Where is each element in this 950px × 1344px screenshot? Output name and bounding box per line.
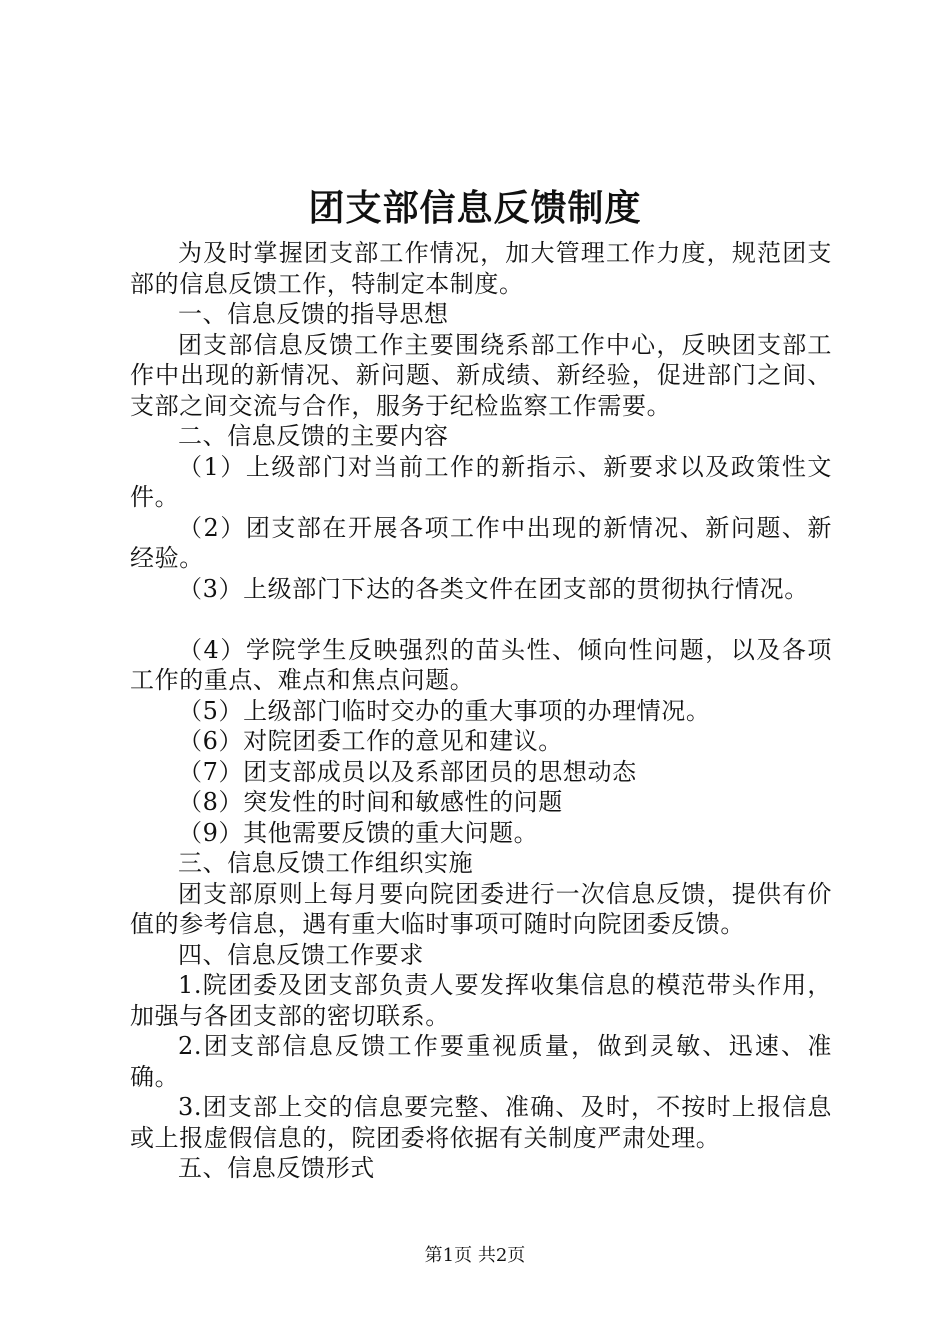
section-heading-5: 五、信息反馈形式 xyxy=(178,1154,375,1182)
requirement-item-2: 2.团支部信息反馈工作要重视质量，做到灵敏、迅速、准确。 xyxy=(130,1032,832,1091)
section-heading-2: 二、信息反馈的主要内容 xyxy=(178,422,449,450)
content-item-4: （4）学院学生反映强烈的苗头性、倾向性问题，以及各项工作的重点、难点和焦点问题。 xyxy=(130,635,832,694)
section-heading-4: 四、信息反馈工作要求 xyxy=(178,940,424,969)
section-heading-3: 三、信息反馈工作组织实施 xyxy=(178,849,474,877)
content-item-3: （3）上级部门下达的各类文件在团支部的贯彻执行情况。 xyxy=(178,574,809,603)
section-1-paragraph: 团支部信息反馈工作主要围绕系部工作中心，反映团支部工作中出现的新情况、新问题、新成绩、新经验，促进部门之间、支部之间交流与合作，服务于纪检监察工作需要。 xyxy=(130,330,832,420)
blank-line xyxy=(130,604,832,635)
content-item-1: （1）上级部门对当前工作的新指示、新要求以及政策性文件。 xyxy=(130,452,832,511)
content-item-7: （7）团支部成员以及系部团员的思想动态 xyxy=(178,757,637,786)
intro-paragraph: 为及时掌握团支部工作情况，加大管理工作力度，规范团支部的信息反馈工作，特制定本制度。 xyxy=(130,239,832,298)
content-item-2: （2）团支部在开展各项工作中出现的新情况、新问题、新经验。 xyxy=(130,513,832,572)
section-heading-1: 一、信息反馈的指导思想 xyxy=(178,300,449,328)
content-item-9: （9）其他需要反馈的重大问题。 xyxy=(178,818,539,847)
content-item-6: （6）对院团委工作的意见和建议。 xyxy=(178,727,563,755)
requirement-item-3: 3.团支部上交的信息要完整、准确、及时，不按时上报信息或上报虚假信息的，院团委将依据有关制度严肃处理。 xyxy=(130,1093,832,1152)
document-title: 团支部信息反馈制度 xyxy=(308,187,642,229)
section-3-paragraph: 团支部原则上每月要向院团委进行一次信息反馈，提供有价值的参考信息，遇有重大临时事项可随时向院团委反馈。 xyxy=(130,879,832,938)
page-footer: 第1页 共2页 xyxy=(424,1245,526,1266)
content-item-5: （5）上级部门临时交办的重大事项的办理情况。 xyxy=(178,696,711,725)
document-body xyxy=(130,238,832,1184)
content-item-8: （8）突发性的时间和敏感性的问题 xyxy=(178,788,563,816)
requirement-item-1: 1.院团委及团支部负责人要发挥收集信息的模范带头作用，加强与各团支部的密切联系。 xyxy=(130,971,832,1030)
